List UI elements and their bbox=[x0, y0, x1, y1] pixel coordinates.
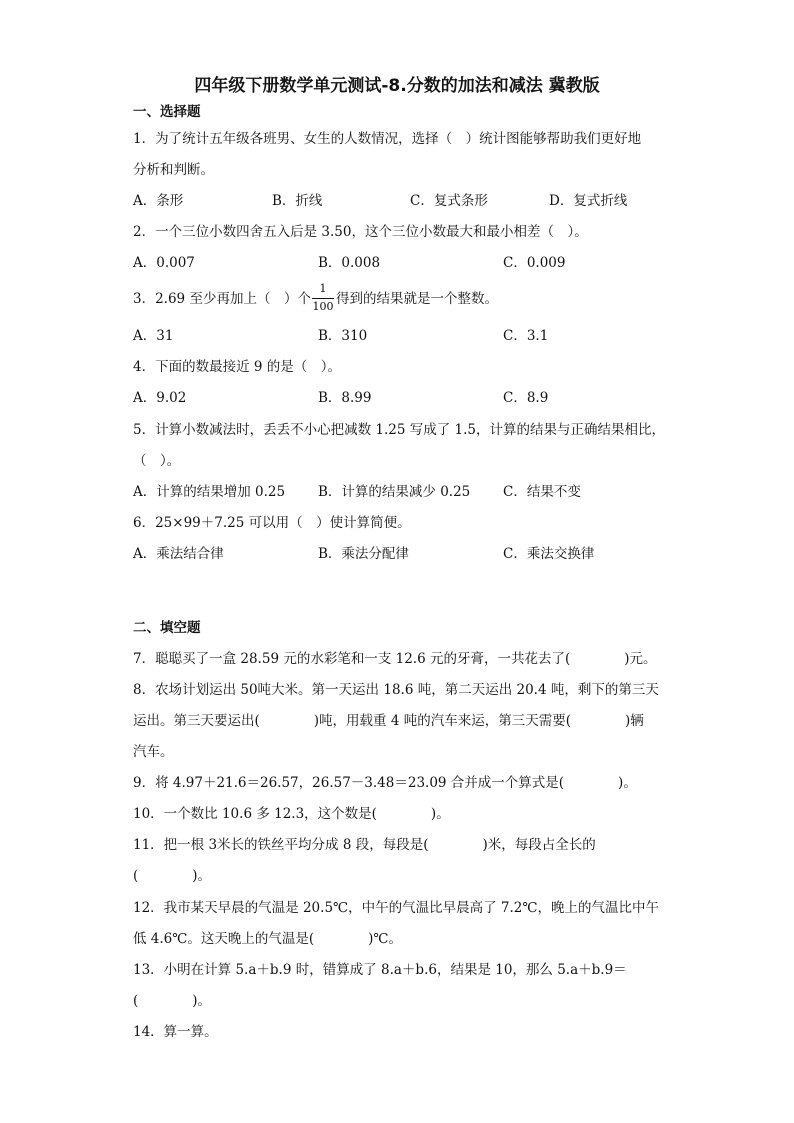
question-5-option-b: B．计算的结果减少 0.25 bbox=[318, 484, 471, 500]
question-10-text: 10．一个数比 10.6 多 12.3，这个数是( )。 bbox=[133, 806, 450, 822]
question-6-option-b: B．乘法分配律 bbox=[318, 546, 409, 562]
question-7-text: 7．聪聪买了一盒 28.59 元的水彩笔和一支 12.6 元的牙膏，一共花去了( )元。 bbox=[133, 651, 657, 667]
question-6-option-a: A．乘法结合律 bbox=[133, 546, 224, 562]
question-3-option-a: A．31 bbox=[133, 328, 174, 344]
question-4-option-a: A．9.02 bbox=[133, 390, 187, 406]
question-12-line-2: 低 4.6℃。这天晚上的气温是( )℃。 bbox=[133, 931, 402, 947]
question-4-text: 4．下面的数最接近 9 的是（ ）。 bbox=[133, 359, 342, 375]
question-8-line-2: 运出。第三天要运出( )吨，用载重 4 吨的汽车来运，第三天需要( )辆 bbox=[133, 713, 644, 729]
question-11-line-1: 11．把一根 3米长的铁丝平均分成 8 段，每段是( )米，每段占全长的 bbox=[133, 837, 596, 853]
question-8-line-3: 汽车。 bbox=[133, 744, 174, 760]
question-1-option-b: B．折线 bbox=[272, 193, 323, 209]
question-1-line-1: 1．为了统计五年级各班男、女生的人数情况，选择（ ）统计图能够帮助我们更好地 bbox=[133, 131, 642, 147]
question-11-line-2: ( )。 bbox=[133, 868, 212, 884]
question-12-line-1: 12．我市某天早晨的气温是 20.5℃，中午的气温比早晨高了 7.2℃，晚上的气温比中午 bbox=[133, 900, 659, 916]
question-2-text: 2．一个三位小数四舍五入后是 3.50，这个三位小数最大和最小相差（ ）。 bbox=[133, 224, 588, 240]
question-2-option-b: B．0.008 bbox=[318, 255, 381, 271]
question-13-line-1: 13．小明在计算 5.a＋b.9 时，错算成了 8.a＋b.6，结果是 10，那么 5.a＋b.9＝ bbox=[133, 962, 627, 978]
question-3-text-after: 得到的结果就是一个整数。 bbox=[336, 291, 498, 307]
fraction-numerator: 1 bbox=[319, 282, 327, 295]
question-6-option-c: C．乘法交换律 bbox=[503, 546, 595, 562]
question-13-line-2: ( )。 bbox=[133, 993, 212, 1009]
question-4-option-c: C．8.9 bbox=[503, 390, 549, 406]
question-5-option-a: A．计算的结果增加 0.25 bbox=[133, 484, 286, 500]
question-8-line-1: 8．农场计划运出 50吨大米。第一天运出 18.6 吨，第二天运出 20.4 吨，剩下的第三天 bbox=[133, 682, 659, 698]
question-2-option-c: C．0.009 bbox=[503, 255, 566, 271]
fraction-bar bbox=[312, 298, 334, 299]
question-4-option-b: B．8.99 bbox=[318, 390, 372, 406]
question-1-line-2: 分析和判断。 bbox=[133, 162, 214, 178]
question-3-option-c: C．3.1 bbox=[503, 328, 549, 344]
question-5-option-c: C．结果不变 bbox=[503, 484, 581, 500]
question-3-text-before: 3．2.69 至少再加上（ ）个 bbox=[133, 291, 311, 307]
question-5-line-1: 5．计算小数减法时，丢丢不小心把减数 1.25 写成了 1.5，计算的结果与正确结果相比， bbox=[133, 422, 665, 438]
question-6-text: 6．25×99＋7.25 可以用（ ）使计算简便。 bbox=[133, 515, 411, 531]
question-14-text: 14．算一算。 bbox=[133, 1024, 218, 1040]
fraction-denominator: 100 bbox=[312, 300, 334, 313]
question-1-option-a: A．条形 bbox=[133, 193, 184, 209]
question-5-line-2: （ ）。 bbox=[133, 453, 181, 469]
question-1-option-c: C．复式条形 bbox=[410, 193, 488, 209]
question-3-option-b: B．310 bbox=[318, 328, 368, 344]
section-heading-fill: 二、填空题 bbox=[133, 620, 201, 636]
section-heading-choice: 一、选择题 bbox=[133, 104, 201, 120]
question-1-option-d: D．复式折线 bbox=[549, 193, 628, 209]
question-2-option-a: A．0.007 bbox=[133, 255, 195, 271]
page-title: 四年级下册数学单元测试-8.分数的加法和减法 冀教版 bbox=[194, 76, 600, 96]
question-9-text: 9．将 4.97＋21.6＝26.57，26.57－3.48＝23.09 合并成一个算式是( )。 bbox=[133, 775, 637, 791]
